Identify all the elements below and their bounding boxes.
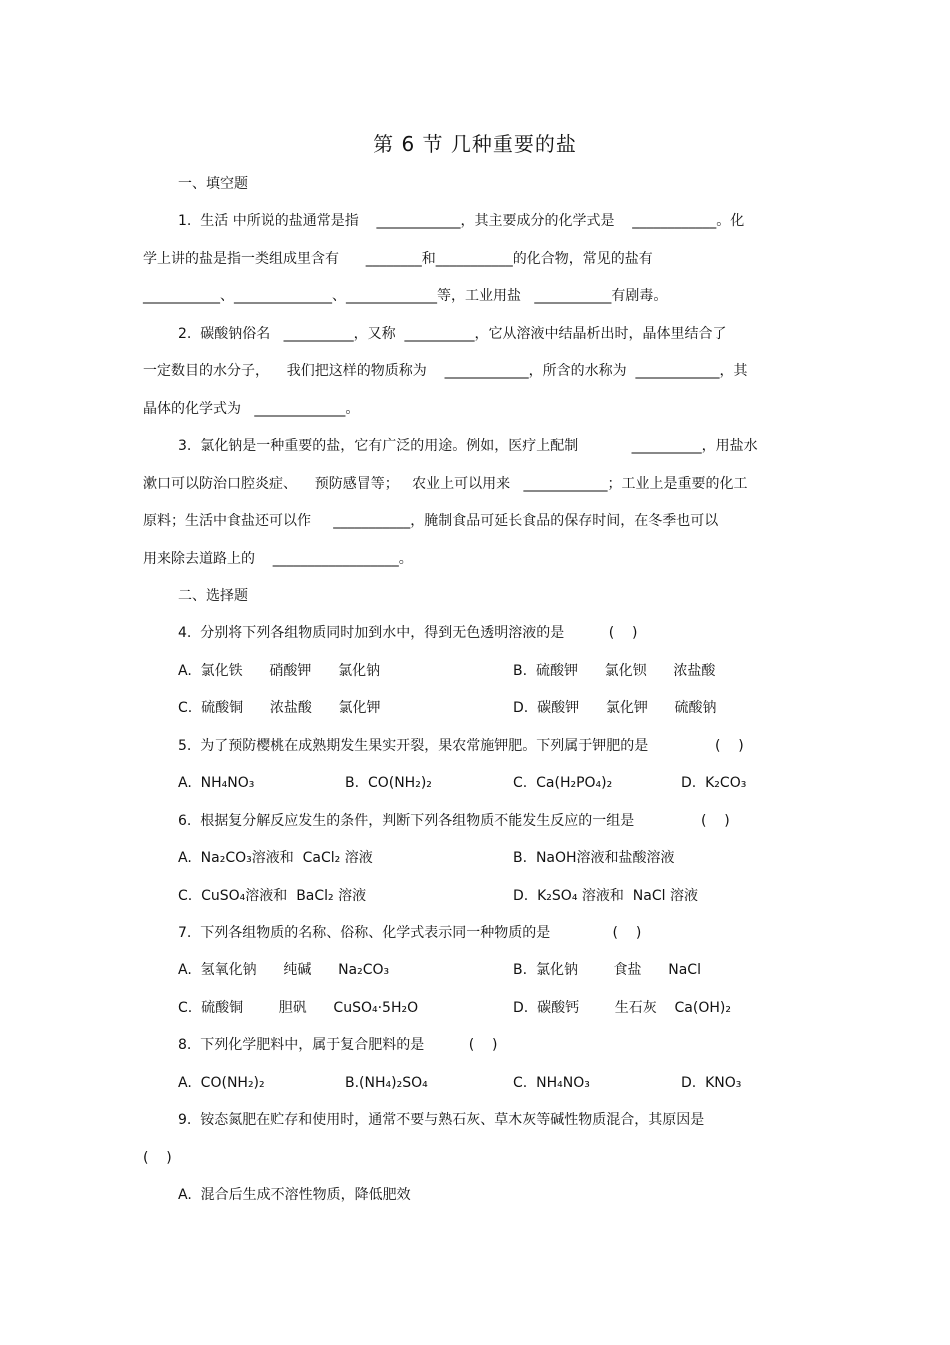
q9-stem: 9. 铵态氮肥在贮存和使用时，通常不要与熟石灰、草木灰等碱性物质混合，其原因是: [178, 1112, 705, 1128]
q8-option-d: D. KNO₃: [681, 1075, 742, 1091]
q5-option-c: C. Ca(H₂PO₄)₂: [513, 775, 613, 791]
q1-line-1: 1. 生活 中所说的盐通常是指 ____________，其主要成分的化学式是 ____________。化: [178, 213, 745, 229]
q2-line-3: 晶体的化学式为 _____________。: [143, 401, 360, 417]
section-heading-fill: 一、填空题: [178, 176, 248, 192]
q5-stem: 5. 为了预防樱桃在成熟期发生果实开裂，果农常施钾肥。下列属于钾肥的是 ( ): [178, 738, 744, 754]
q4-option-c: C. 硫酸铜 浓盐酸 氯化钾: [178, 700, 381, 716]
page-title: 第 6 节 几种重要的盐: [373, 132, 577, 156]
q6-option-b: B. NaOH溶液和盐酸溶液: [513, 850, 675, 866]
q8-option-b: B.(NH₄)₂SO₄: [345, 1075, 428, 1091]
q6-option-a: A. Na₂CO₃溶液和 CaCl₂ 溶液: [178, 850, 373, 866]
q2-line-2: 一定数目的水分子， 我们把这样的物质称为 ____________，所含的水称为 ____________，其: [143, 363, 748, 379]
q7-option-c: C. 硫酸铜 胆矾 CuSO₄·5H₂O: [178, 1000, 419, 1016]
q3-line-3: 原料；生活中食盐还可以作 ___________，腌制食品可延长食品的保存时间，在冬季也可以: [143, 513, 719, 529]
q5-option-a: A. NH₄NO₃: [178, 775, 255, 791]
q6-stem: 6. 根据复分解反应发生的条件，判断下列各组物质不能发生反应的一组是 ( ): [178, 813, 730, 829]
q4-option-a: A. 氯化铁 硝酸钾 氯化钠: [178, 663, 381, 679]
q2-line-1: 2. 碳酸钠俗名 __________，又称 __________，它从溶液中结晶析出时，晶体里结合了: [178, 326, 727, 342]
q3-line-2: 漱口可以防治口腔炎症、 预防感冒等； 农业上可以用来 ____________；工业上是重要的化工: [143, 476, 748, 492]
q6-option-d: D. K₂SO₄ 溶液和 NaCl 溶液: [513, 888, 698, 904]
q7-option-d: D. 碳酸钙 生石灰 Ca(OH)₂: [513, 1000, 731, 1016]
q5-option-d: D. K₂CO₃: [681, 775, 747, 791]
q8-option-c: C. NH₄NO₃: [513, 1075, 590, 1091]
q7-option-a: A. 氢氧化钠 纯碱 Na₂CO₃: [178, 962, 390, 978]
q8-option-a: A. CO(NH₂)₂: [178, 1075, 265, 1091]
section-heading-choice: 二、选择题: [178, 588, 248, 604]
q5-option-b: B. CO(NH₂)₂: [345, 775, 432, 791]
q1-line-3: ___________、______________、_____________等，工业用盐 ___________有剧毒。: [143, 288, 668, 304]
q7-stem: 7. 下列各组物质的名称、俗称、化学式表示同一种物质的是 ( ): [178, 925, 642, 941]
q1-line-2: 学上讲的盐是指一类组成里含有 ________和___________的化合物，常见的盐有: [143, 251, 653, 267]
q4-option-b: B. 硫酸钾 氯化钡 浓盐酸: [513, 663, 716, 679]
q4-option-d: D. 碳酸钾 氯化钾 硫酸钠: [513, 700, 717, 716]
q3-line-4: 用来除去道路上的 __________________。: [143, 551, 413, 567]
q6-option-c: C. CuSO₄溶液和 BaCl₂ 溶液: [178, 888, 367, 904]
q3-line-1: 3. 氯化钠是一种重要的盐，它有广泛的用途。例如，医疗上配制 __________，用盐水: [178, 438, 758, 454]
q4-stem: 4. 分别将下列各组物质同时加到水中，得到无色透明溶液的是 ( ): [178, 625, 638, 641]
q9-option-a: A. 混合后生成不溶性物质，降低肥效: [178, 1187, 411, 1203]
q8-stem: 8. 下列化学肥料中，属于复合肥料的是 ( ): [178, 1037, 498, 1053]
q9-answer-paren: ( ): [143, 1150, 172, 1166]
q7-option-b: B. 氯化钠 食盐 NaCl: [513, 962, 701, 978]
